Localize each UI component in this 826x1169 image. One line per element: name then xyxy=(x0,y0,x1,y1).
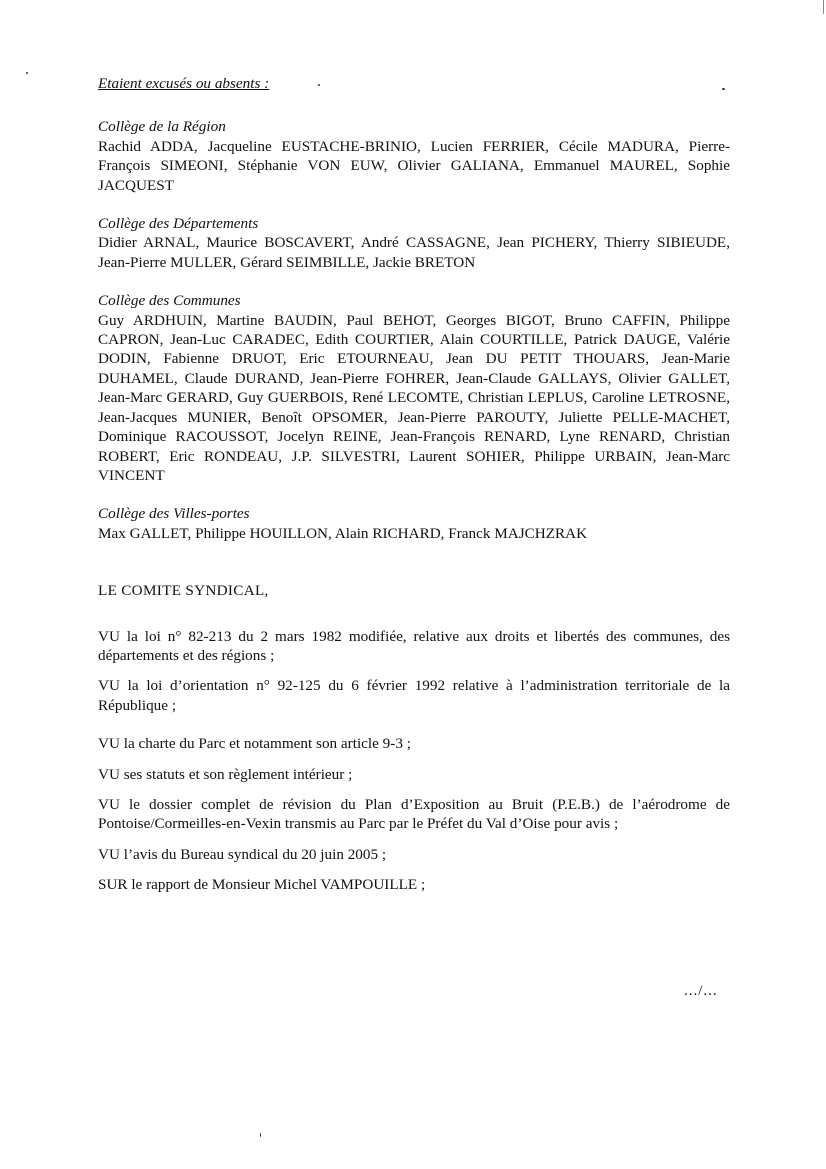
consideration-item: VU l’avis du Bureau syndical du 20 juin 2005 ; xyxy=(98,845,387,863)
considerations-list xyxy=(98,627,730,895)
page-continued-marker: .../... xyxy=(684,983,718,999)
college-title: Collège des Villes-portes xyxy=(98,505,250,523)
college-members: Didier ARNAL, Maurice BOSCAVERT, André CASSAGNE, Jean PICHERY, Thierry SIBIEUDE, Jean-Pierre MULLER, Gérard SEIMBILLE, Jackie BRETON xyxy=(98,234,730,271)
committee-heading: LE COMITE SYNDICAL, xyxy=(98,582,269,600)
consideration-item: VU la loi d’orientation n° 92-125 du 6 février 1992 relative à l’administration territoriale de la République ; xyxy=(98,677,730,714)
college-region xyxy=(98,117,730,195)
consideration-item: VU la charte du Parc et notamment son article 9-3 ; xyxy=(98,735,411,753)
college-communes xyxy=(98,291,730,485)
consideration-item: VU la loi n° 82-213 du 2 mars 1982 modifiée, relative aux droits et libertés des communes, des départements et des régions ; xyxy=(98,627,730,664)
scan-speck xyxy=(26,72,28,74)
college-departements xyxy=(98,214,730,272)
consideration-item: VU le dossier complet de révision du Plan d’Exposition au Bruit (P.E.B.) de l’aérodrome de Pontoise/Cormeilles-en-Vexin transmis au Parc par le Préfet du Val d’Oise pour avis ; xyxy=(98,795,730,833)
college-members: Max GALLET, Philippe HOUILLON, Alain RICHARD, Franck MAJCHZRAK xyxy=(98,524,588,542)
college-title: Collège des Communes xyxy=(98,292,241,310)
document-body xyxy=(98,74,730,906)
college-title: Collège des Départements xyxy=(98,215,259,233)
college-villes-portes xyxy=(98,504,730,543)
absent-heading: Etaient excusés ou absents : xyxy=(98,75,270,92)
scan-speck xyxy=(260,1133,261,1137)
scan-edge-mark xyxy=(823,0,824,14)
consideration-item: SUR le rapport de Monsieur Michel VAMPOUILLE ; xyxy=(98,876,426,894)
consideration-item: VU ses statuts et son règlement intérieur ; xyxy=(98,765,353,783)
college-members: Guy ARDHUIN, Martine BAUDIN, Paul BEHOT, Georges BIGOT, Bruno CAFFIN, Philippe CAPRON, Jean-Luc CARADEC, Edith COURTIER, Alain COURTILLE, Patrick DAUGE, Valérie DODIN, Fabienne DRUOT, Eric ETOURNEAU, Jean DU PETIT THOUARS, Jean-Marie DUHAMEL, Claude DURAND, Jean-Pierre FOHRER, Jean-Claude GALLAYS, Olivier GALLET, Jean-Marc GERARD, Guy GUERBOIS, René LECOMTE, Christian LEPLUS, Caroline LETROSNE, Jean-Jacques MUNIER, Benoît OPSOMER, Jean-Pierre PAROUTY, Juliette PELLE-MACHET, Dominique RACOUSSOT, Jocelyn REINE, Jean-François RENARD, Lyne RENARD, Christian ROBERT, Eric RONDEAU, J.P. SILVESTRI, Laurent SOHIER, Philippe URBAIN, Jean-Marc VINCENT xyxy=(98,311,730,484)
college-members: Rachid ADDA, Jacqueline EUSTACHE-BRINIO, Lucien FERRIER, Cécile MADURA, Pierre-François SIMEONI, Stéphanie VON EUW, Olivier GALIANA, Emmanuel MAUREL, Sophie JACQUEST xyxy=(98,137,730,194)
college-title: Collège de la Région xyxy=(98,118,226,136)
